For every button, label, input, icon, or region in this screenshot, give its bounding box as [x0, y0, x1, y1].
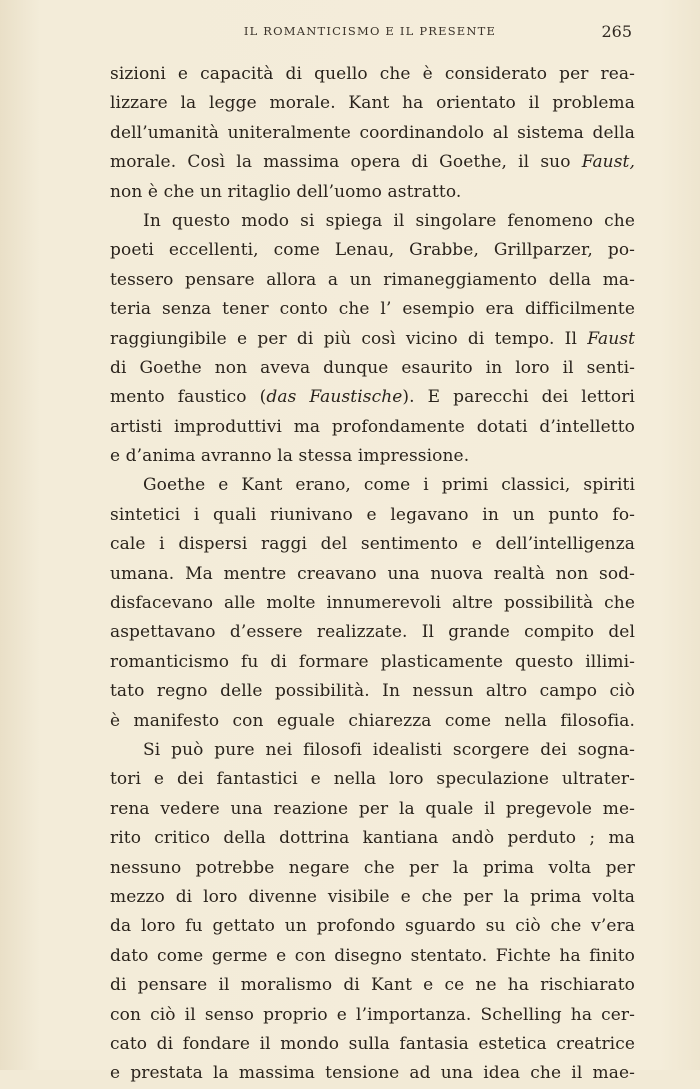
text-line: e d’anima avranno la stessa impressione.: [110, 446, 470, 467]
text-line: raggiungibile e per di più così vicino di tempo. Il Faust: [110, 328, 635, 349]
body-text: [110, 60, 635, 1089]
text-line: e prestata la massima tensione ad una idea che il mae-: [110, 1063, 635, 1084]
text-line: cale i dispersi raggi del sentimento e dell’intelligenza: [110, 534, 635, 555]
text-line: dato come germe e con disegno stentato. Fichte ha finito: [110, 945, 635, 966]
page-number: 265: [601, 22, 632, 41]
running-head: [108, 22, 632, 46]
text-line: morale. Così la massima opera di Goethe, il suo Faust,: [110, 152, 635, 173]
text-line: tato regno delle possibilità. In nessun altro campo ciò: [110, 681, 635, 702]
text-line: sintetici i quali riunivano e legavano in un punto fo-: [110, 504, 635, 525]
text-line: artisti improduttivi ma profondamente dotati d’intelletto: [110, 416, 635, 437]
text-line: rena vedere una reazione per la quale il pregevole me-: [110, 798, 635, 819]
text-line: mezzo di loro divenne visibile e che per la prima volta: [110, 886, 635, 907]
text-line: di Goethe non aveva dunque esaurito in loro il senti-: [110, 357, 635, 378]
text-line: non è che un ritaglio dell’uomo astratto.: [110, 181, 462, 202]
text-line: romanticismo fu di formare plasticamente questo illimi-: [110, 651, 635, 672]
text-line: è manifesto con eguale chiarezza come nella filosofia.: [110, 710, 635, 731]
text-line: di pensare il moralismo di Kant e ce ne ha rischiarato: [110, 975, 635, 996]
text-line: poeti eccellenti, come Lenau, Grabbe, Grillparzer, po-: [110, 240, 635, 261]
text-line: tori e dei fantastici e nella loro speculazione ultrater-: [110, 769, 635, 790]
text-line: da loro fu gettato un profondo sguardo su ciò che v’era: [110, 916, 635, 937]
text-line: teria senza tener conto che l’ esempio era difficilmente: [110, 299, 635, 320]
text-line: nessuno potrebbe negare che per la prima volta per: [110, 857, 635, 878]
text-line: sizioni e capacità di quello che è considerato per rea-: [110, 64, 635, 84]
italic-text: das Faustische: [266, 387, 403, 408]
running-title: IL ROMANTICISMO E IL PRESENTE: [243, 24, 497, 38]
text-line: disfacevano alle molte innumerevoli altre possibilità che: [110, 593, 635, 614]
text-line: cato di fondare il mondo sulla fantasia estetica creatrice: [110, 1033, 635, 1054]
text-line: mento faustico (das Faustische). E parecchi dei lettori: [110, 387, 635, 408]
text-line: In questo modo si spiega il singolare fenomeno che: [143, 210, 635, 231]
text-line: lizzare la legge morale. Kant ha orientato il problema: [110, 93, 635, 114]
italic-text: Faust,: [581, 152, 635, 173]
text-line: aspettavano d’essere realizzate. Il grande compito del: [110, 622, 635, 643]
text-line: umana. Ma mentre creavano una nuova realtà non sod-: [110, 563, 635, 584]
text-line: con ciò il senso proprio e l’importanza. Schelling ha cer-: [110, 1004, 635, 1025]
text-line: Si può pure nei filosofi idealisti scorgere dei sogna-: [143, 739, 635, 760]
italic-text: Faust: [587, 328, 635, 349]
text-line: tessero pensare allora a un rimaneggiamento della ma-: [110, 269, 635, 290]
text-line: rito critico della dottrina kantiana andò perduto ; ma: [110, 828, 635, 849]
text-line: Goethe e Kant erano, come i primi classici, spiriti: [143, 475, 635, 496]
text-line: dell’umanità uniteralmente coordinandolo al sistema della: [110, 122, 635, 143]
